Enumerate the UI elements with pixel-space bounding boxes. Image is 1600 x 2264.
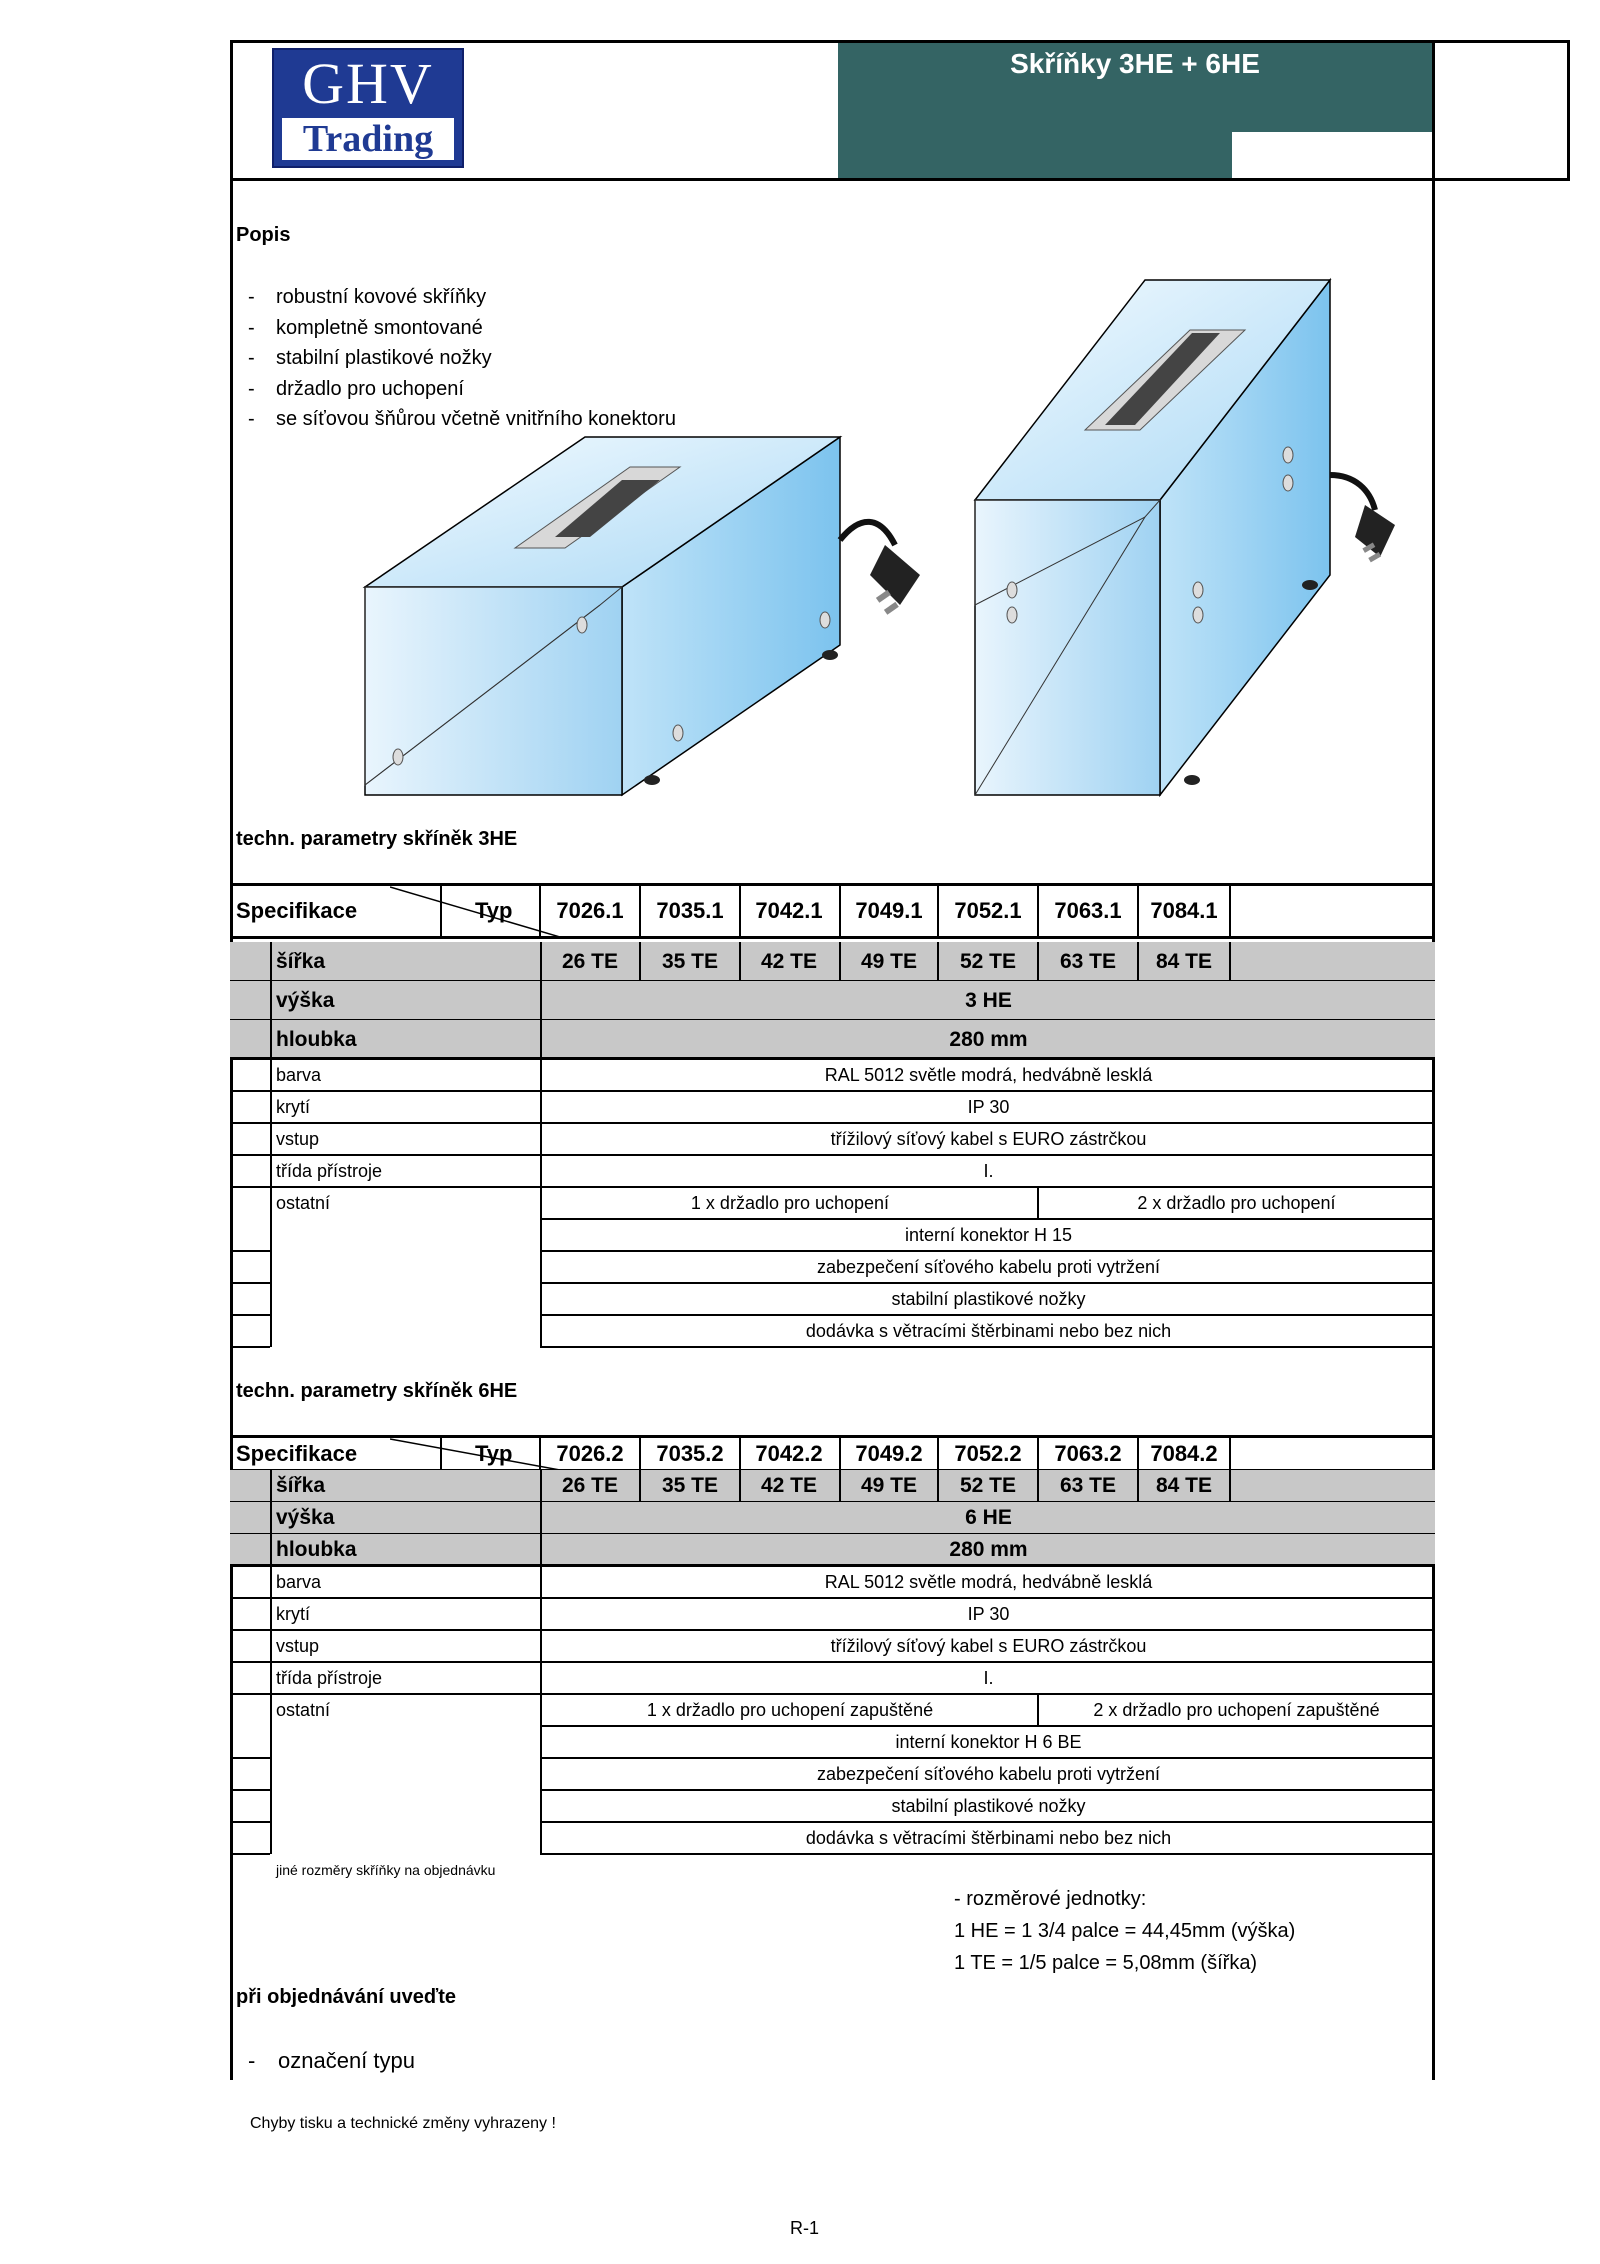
- col-line: [540, 1726, 542, 1758]
- order-title: při objednávání uveďte: [236, 1986, 456, 2008]
- row-line: [230, 1853, 270, 1855]
- type-code: 7084.2: [1150, 1440, 1218, 1466]
- ostatni-value: dodávka s větracími štěrbinami nebo bez nich: [805, 1827, 1172, 1848]
- table6-barva-row: [230, 1566, 1435, 1598]
- col-line: [1137, 942, 1139, 981]
- col-line: [540, 1315, 542, 1347]
- table6-ostatni-extra-row: [230, 1726, 1435, 1758]
- sirka-value: 63 TE: [1059, 949, 1117, 973]
- col-line: [270, 1219, 272, 1251]
- type-code: 7042.1: [755, 898, 823, 923]
- col-line: [937, 1437, 939, 1470]
- typ-label: Typ: [475, 1440, 513, 1466]
- type-code: 7035.1: [656, 898, 724, 923]
- table6-header-row: [230, 1437, 1435, 1470]
- table3-header-row: [230, 885, 1435, 937]
- spec-label: Specifikace: [236, 898, 358, 923]
- col-line: [739, 942, 741, 981]
- table6-trida-row: [230, 1662, 1435, 1694]
- popis-item-text: kompletně smontované: [276, 316, 483, 339]
- sirka-value: 84 TE: [1155, 949, 1213, 973]
- vstup-label: vstup: [276, 1128, 320, 1149]
- table3-sirka-row: [230, 942, 1435, 981]
- col-line: [1037, 885, 1039, 937]
- table6-ostatni-extra-row: [230, 1758, 1435, 1790]
- col-line: [270, 1598, 272, 1630]
- col-line: [540, 1630, 542, 1662]
- header-right-line: [1567, 40, 1570, 181]
- ostatni-value: zabezpečení síťového kabelu proti vytržení: [817, 1763, 1160, 1784]
- table3-barva-row: [230, 1059, 1435, 1091]
- popis-item-text: se síťovou šňůrou včetně vnitřního konektoru: [276, 408, 676, 430]
- row-line: [230, 1435, 1435, 1438]
- vyska-label: výška: [276, 1506, 335, 1529]
- table3-vyska-row: [230, 981, 1435, 1020]
- col-line: [1037, 1694, 1039, 1726]
- vyska-value: 3 HE: [965, 988, 1012, 1012]
- col-line: [639, 1437, 641, 1470]
- vstup-label: vstup: [276, 1635, 320, 1656]
- table6-ostatni-row: [230, 1694, 1435, 1726]
- table6-kryti-row: [230, 1598, 1435, 1630]
- col-line: [270, 942, 272, 981]
- col-line: [1037, 1470, 1039, 1502]
- vstup-value: třížilový síťový kabel s EURO zástrčkou: [830, 1128, 1147, 1149]
- logo-trading-text: Trading: [302, 118, 434, 160]
- kryti-value: IP 30: [967, 1603, 1010, 1624]
- ostatni-left: 1 x držadlo pro uchopení zapuštěné: [646, 1699, 934, 1720]
- col-line: [539, 885, 541, 937]
- barva-label: barva: [276, 1064, 322, 1085]
- popis-item-text: robustní kovové skříňky: [276, 286, 487, 308]
- typ-label: Typ: [475, 898, 513, 923]
- ostatni-label: ostatní: [276, 1699, 331, 1720]
- col-line: [1037, 1187, 1039, 1219]
- table6-vyska-row: [230, 1502, 1435, 1534]
- table3-ostatni-row: [230, 1187, 1435, 1219]
- type-code: 7052.1: [954, 898, 1022, 923]
- kryti-label: krytí: [276, 1603, 310, 1624]
- trida-value: I.: [983, 1160, 994, 1181]
- row-line: [230, 936, 1435, 939]
- barva-value: RAL 5012 světle modrá, hedvábně lesklá: [824, 1064, 1153, 1085]
- ghv-logo: [272, 48, 464, 168]
- ostatni-label: ostatní: [276, 1192, 331, 1213]
- vstup-value: třížilový síťový kabel s EURO zástrčkou: [830, 1635, 1147, 1656]
- sirka-value: 26 TE: [561, 949, 619, 973]
- col-line: [639, 885, 641, 937]
- col-line: [270, 1630, 272, 1662]
- col-line: [739, 1470, 741, 1502]
- table3-vstup-row: [230, 1123, 1435, 1155]
- col-line: [270, 1694, 272, 1726]
- order-dash: -: [248, 2048, 256, 2073]
- sirka-label: šířka: [276, 949, 326, 973]
- popis-item-dash: -: [248, 408, 255, 430]
- trida-label: třída přístroje: [276, 1160, 383, 1181]
- table6-ostatni-extra-row: [230, 1790, 1435, 1822]
- col-line: [270, 1059, 272, 1091]
- ostatni-value: interní konektor H 6 BE: [895, 1731, 1082, 1752]
- table3-hloubka-row: [230, 1020, 1435, 1059]
- table3-kryti-row: [230, 1091, 1435, 1123]
- col-line: [270, 1283, 272, 1315]
- col-line: [639, 942, 641, 981]
- sirka-value: 49 TE: [860, 1474, 918, 1497]
- col-line: [1137, 1437, 1139, 1470]
- table3-trida-row: [230, 1155, 1435, 1187]
- col-line: [540, 1758, 542, 1790]
- table3-ostatni-extra-row: [230, 1219, 1435, 1251]
- col-line: [270, 1020, 272, 1059]
- type-code: 7049.1: [855, 898, 923, 923]
- ostatni-left: 1 x držadlo pro uchopení: [690, 1192, 890, 1213]
- sirka-value: 26 TE: [561, 1474, 619, 1497]
- col-line: [539, 1437, 541, 1470]
- col-line: [540, 1598, 542, 1630]
- col-line: [839, 885, 841, 937]
- kryti-label: krytí: [276, 1096, 310, 1117]
- barva-value: RAL 5012 světle modrá, hedvábně lesklá: [824, 1571, 1153, 1592]
- ostatni-value: stabilní plastikové nožky: [891, 1795, 1086, 1816]
- col-line: [839, 1470, 841, 1502]
- vyska-value: 6 HE: [965, 1506, 1012, 1529]
- col-line: [270, 1662, 272, 1694]
- sirka-value: 52 TE: [959, 949, 1017, 973]
- trida-value: I.: [983, 1667, 994, 1688]
- table6-sirka-row: [230, 1470, 1435, 1502]
- sirka-value: 42 TE: [760, 949, 818, 973]
- popis-item-dash: -: [248, 316, 255, 339]
- type-code: 7063.1: [1054, 898, 1122, 923]
- ostatni-value: interní konektor H 15: [904, 1224, 1073, 1245]
- row-line: [230, 1346, 270, 1348]
- table6-vstup-row: [230, 1630, 1435, 1662]
- col-line: [937, 1470, 939, 1502]
- col-line: [1229, 1437, 1231, 1470]
- popis-item-text: stabilní plastikové nožky: [276, 347, 492, 369]
- logo-trading-box: [282, 118, 454, 160]
- sirka-value: 49 TE: [860, 949, 918, 973]
- type-code: 7049.2: [855, 1440, 923, 1466]
- col-line: [540, 1059, 542, 1091]
- col-line: [270, 1758, 272, 1790]
- col-line: [540, 1822, 542, 1854]
- title-notch: [1232, 132, 1432, 178]
- hloubka-label: hloubka: [276, 1027, 357, 1051]
- col-line: [540, 1123, 542, 1155]
- table6-section-title: techn. parametry skříněk 6HE: [236, 1380, 518, 1402]
- type-code: 7063.2: [1054, 1440, 1122, 1466]
- col-line: [270, 1726, 272, 1758]
- logo-ghv-text: GHV: [302, 51, 434, 116]
- type-code: 7052.2: [954, 1440, 1022, 1466]
- col-line: [639, 1470, 641, 1502]
- col-line: [270, 1187, 272, 1219]
- trida-label: třída přístroje: [276, 1667, 383, 1688]
- hloubka-value: 280 mm: [949, 1027, 1028, 1051]
- type-code: 7026.2: [556, 1440, 624, 1466]
- col-line: [270, 1315, 272, 1347]
- col-line: [270, 1251, 272, 1283]
- units-line-1: - rozměrové jednotky:: [954, 1888, 1147, 1910]
- col-line: [739, 1437, 741, 1470]
- col-line: [540, 1566, 542, 1598]
- col-line: [937, 885, 939, 937]
- table3-ostatni-extra-row: [230, 1315, 1435, 1347]
- barva-label: barva: [276, 1571, 322, 1592]
- col-line: [540, 1790, 542, 1822]
- footnote: jiné rozměry skříňky na objednávku: [276, 1862, 496, 1878]
- spec-typ-diagonal: [390, 1437, 560, 1470]
- col-line: [937, 942, 939, 981]
- sirka-value: 35 TE: [661, 949, 719, 973]
- type-code: 7035.2: [656, 1440, 724, 1466]
- table6-hloubka-row: [230, 1534, 1435, 1566]
- col-line: [540, 1694, 542, 1726]
- col-line: [270, 1566, 272, 1598]
- col-line: [270, 1822, 272, 1854]
- sirka-label: šířka: [276, 1474, 326, 1497]
- kryti-value: IP 30: [967, 1096, 1010, 1117]
- col-line: [1037, 942, 1039, 981]
- row-line: [540, 1853, 1435, 1855]
- col-line: [1037, 1437, 1039, 1470]
- type-code: 7042.2: [755, 1440, 823, 1466]
- col-line: [540, 1283, 542, 1315]
- col-line: [270, 1155, 272, 1187]
- popis-title: Popis: [236, 224, 291, 246]
- col-line: [440, 885, 442, 937]
- col-line: [1137, 1470, 1139, 1502]
- col-line: [1229, 942, 1231, 981]
- ostatni-right: 2 x držadlo pro uchopení zapuštěné: [1093, 1699, 1380, 1720]
- col-line: [270, 981, 272, 1020]
- col-line: [270, 1123, 272, 1155]
- table3-section-title: techn. parametry skříněk 3HE: [236, 828, 518, 850]
- table6-ostatni-extra-row: [230, 1822, 1435, 1854]
- col-line: [270, 1470, 272, 1502]
- units-line-2: 1 HE = 1 3/4 palce = 44,45mm (výška): [954, 1920, 1296, 1942]
- col-line: [540, 1662, 542, 1694]
- col-line: [540, 1155, 542, 1187]
- sirka-value: 42 TE: [760, 1474, 818, 1497]
- col-line: [839, 1437, 841, 1470]
- col-line: [440, 1437, 442, 1470]
- col-line: [540, 1187, 542, 1219]
- disclaimer: Chyby tisku a technické změny vyhrazeny !: [250, 2115, 556, 2132]
- page-number: R-1: [790, 2218, 820, 2238]
- col-line: [1137, 885, 1139, 937]
- spec-label: Specifikace: [236, 1440, 358, 1466]
- col-line: [540, 1251, 542, 1283]
- col-line: [540, 1219, 542, 1251]
- table3-ostatni-extra-row: [230, 1251, 1435, 1283]
- vyska-label: výška: [276, 988, 335, 1012]
- col-line: [839, 942, 841, 981]
- col-line: [270, 1534, 272, 1566]
- ostatni-right: 2 x držadlo pro uchopení: [1137, 1192, 1336, 1213]
- col-line: [540, 1091, 542, 1123]
- col-line: [1229, 885, 1231, 937]
- order-item: označení typu: [278, 2048, 415, 2073]
- table3-ostatni-extra-row: [230, 1283, 1435, 1315]
- hloubka-label: hloubka: [276, 1538, 357, 1561]
- hloubka-value: 280 mm: [949, 1538, 1028, 1561]
- ostatni-value: zabezpečení síťového kabelu proti vytržení: [817, 1256, 1160, 1277]
- sirka-value: 52 TE: [959, 1474, 1017, 1497]
- col-line: [270, 1790, 272, 1822]
- row-line: [540, 1346, 1435, 1348]
- col-line: [1229, 1470, 1231, 1502]
- col-line: [739, 885, 741, 937]
- sirka-value: 63 TE: [1059, 1474, 1117, 1497]
- type-code: 7026.1: [556, 898, 624, 923]
- ostatni-value: stabilní plastikové nožky: [891, 1288, 1086, 1309]
- sirka-value: 84 TE: [1155, 1474, 1213, 1497]
- units-line-3: 1 TE = 1/5 palce = 5,08mm (šířka): [954, 1952, 1258, 1974]
- spec-typ-diagonal: [390, 885, 560, 937]
- enclosure-6he-illustration: [970, 275, 1420, 805]
- popis-item-dash: -: [248, 286, 255, 308]
- col-line: [270, 1091, 272, 1123]
- col-line: [270, 1502, 272, 1534]
- popis-item-text: držadlo pro uchopení: [276, 377, 464, 400]
- enclosure-3he-illustration: [360, 275, 960, 800]
- row-line: [230, 883, 1435, 886]
- popis-item-dash: -: [248, 377, 255, 400]
- header-bottom-line: [230, 178, 1570, 181]
- type-code: 7084.1: [1150, 898, 1218, 923]
- sirka-value: 35 TE: [661, 1474, 719, 1497]
- page-title: Skříňky 3HE + 6HE: [1010, 48, 1260, 79]
- popis-item-dash: -: [248, 347, 255, 369]
- ostatni-value: dodávka s větracími štěrbinami nebo bez nich: [805, 1320, 1172, 1341]
